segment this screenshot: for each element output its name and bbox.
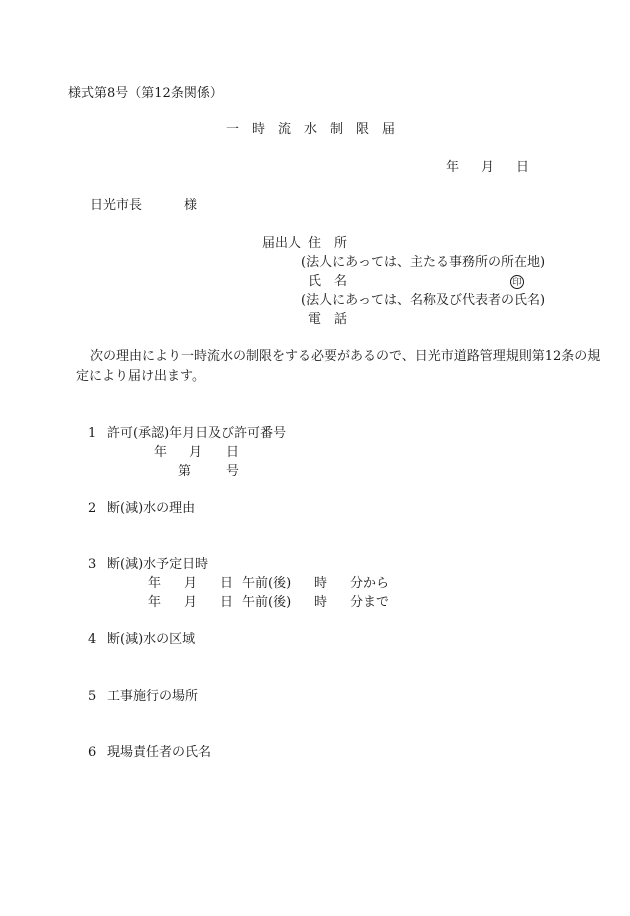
item6-label: 現場責任者の氏名 <box>107 745 212 760</box>
item1-dai: 第 <box>178 464 192 479</box>
item1-number: 1 <box>88 426 97 441</box>
body-text-line-2: 定により届け出ます。 <box>76 369 205 384</box>
item3-label: 断(減)水予定日時 <box>107 557 209 572</box>
item3-end-hour: 時 <box>314 595 328 610</box>
document-title: 一 時 流 水 制 限 届 <box>226 122 396 137</box>
item4-number: 4 <box>88 632 97 647</box>
name-label: 氏 名 <box>308 274 348 289</box>
item3-end-month: 月 <box>184 595 198 610</box>
item3-start-day: 日 <box>220 576 234 591</box>
item6-number: 6 <box>88 745 97 760</box>
phone-label: 電 話 <box>308 312 348 327</box>
date-year: 年 <box>446 160 460 175</box>
address-note: (法人にあっては、主たる事務所の所在地) <box>301 255 546 270</box>
item1-label: 許可(承認)年月日及び許可番号 <box>107 426 287 441</box>
seal-mark: 印 <box>510 275 524 289</box>
item5-label: 工事施行の場所 <box>107 689 199 704</box>
item4-label: 断(減)水の区域 <box>107 632 196 647</box>
date-day: 日 <box>516 160 530 175</box>
body-text-line-1: 次の理由により一時流水の制限をする必要があるので、日光市道路管理規則第12条の規 <box>90 349 601 364</box>
item3-end-ampm: 午前(後) <box>242 595 292 610</box>
form-number: 様式第8号（第12条関係） <box>68 86 223 101</box>
item2-label: 断(減)水の理由 <box>107 501 196 516</box>
address-label: 住 所 <box>308 236 348 251</box>
date-month: 月 <box>481 160 495 175</box>
item3-start-year: 年 <box>148 576 162 591</box>
item5-number: 5 <box>88 689 97 704</box>
item1-year: 年 <box>154 445 168 460</box>
item1-month: 月 <box>189 445 203 460</box>
item1-go: 号 <box>226 464 240 479</box>
item2-number: 2 <box>88 501 97 516</box>
applicant-label: 届出人 <box>262 236 302 251</box>
item3-number: 3 <box>88 557 97 572</box>
item3-end-minute: 分まで <box>350 595 390 610</box>
item3-start-minute: 分から <box>350 576 390 591</box>
item3-start-hour: 時 <box>314 576 328 591</box>
addressee-honorific: 様 <box>184 198 198 213</box>
item3-start-month: 月 <box>184 576 198 591</box>
name-note: (法人にあっては、名称及び代表者の氏名) <box>301 293 546 308</box>
item1-day: 日 <box>226 445 240 460</box>
addressee-name: 日光市長 <box>90 198 143 213</box>
item3-end-day: 日 <box>220 595 234 610</box>
item3-end-year: 年 <box>148 595 162 610</box>
item3-start-ampm: 午前(後) <box>242 576 292 591</box>
